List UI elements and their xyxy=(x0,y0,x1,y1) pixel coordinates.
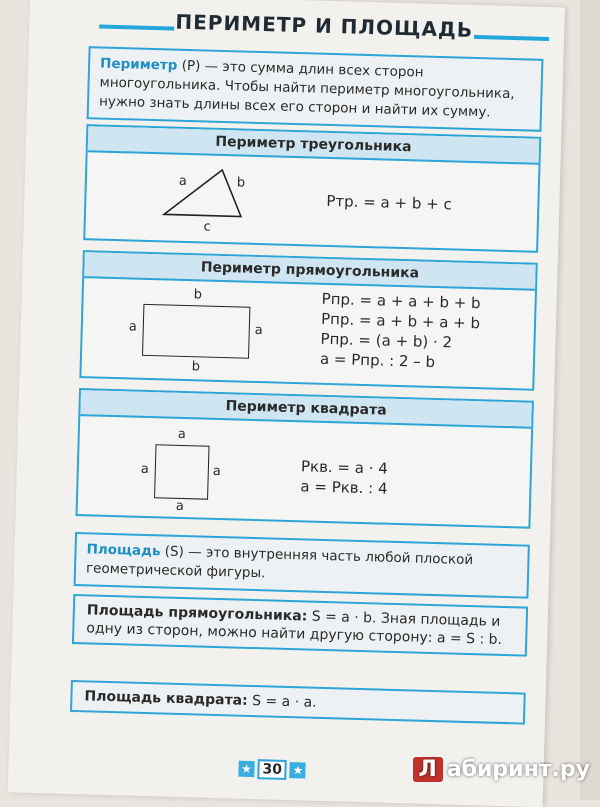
square-label-left: a xyxy=(140,461,150,478)
star-icon-left: ★ xyxy=(238,761,254,777)
square-title: Периметр квадрата xyxy=(80,390,532,429)
perimeter-text: (Р) — это сумма длин всех сторон многоугольника. Чтобы найти периметр многоугольника, нужно знать длины всех его сторон и найти их сумму. xyxy=(98,57,515,121)
rectangle-shape xyxy=(142,304,250,359)
rectangle-label-a-left: a xyxy=(128,319,137,335)
rectangle-formula-2: Pпр. = a + b + a + b xyxy=(320,309,481,333)
page-title: ПЕРИМЕТР И ПЛОЩАДЬ xyxy=(174,7,475,45)
square-area-box xyxy=(70,680,526,725)
rectangle-formulas xyxy=(320,289,481,373)
star-icon-right: ★ xyxy=(290,762,306,778)
triangle-label-b: b xyxy=(236,175,246,191)
rectangle-section xyxy=(79,250,537,391)
triangle-label-c: c xyxy=(203,219,211,235)
rectangle-formula-3: Pпр. = (a + b) · 2 xyxy=(320,329,453,352)
triangle-section xyxy=(83,124,541,253)
rectangle-title: Периметр прямоугольника xyxy=(84,252,536,291)
area-text: (S) — это внутренняя часть любой плоской геометрической фигуры. xyxy=(85,543,474,582)
rectangle-formula-4: a = Pпр. : 2 – b xyxy=(319,349,436,371)
page-number xyxy=(238,759,306,781)
watermark-text: абиринт.ру xyxy=(446,757,590,782)
rectangle-label-b-bottom: b xyxy=(191,359,201,375)
area-keyword: Площадь xyxy=(86,541,161,560)
labirint-watermark xyxy=(413,757,590,782)
square-label-bottom: a xyxy=(175,498,184,515)
square-shape xyxy=(154,444,209,499)
triangle-title: Периметр треугольника xyxy=(88,126,540,165)
rectangle-label-a-right: a xyxy=(254,322,263,339)
next-page-edge xyxy=(580,0,600,800)
rectangle-formula-1: Pпр. = a + a + b + b xyxy=(321,289,481,313)
rect-area-label: Площадь прямоугольника: xyxy=(86,602,308,625)
square-section xyxy=(76,388,534,529)
area-definition xyxy=(74,532,530,599)
square-area-label: Площадь квадрата: xyxy=(84,688,248,709)
page-header xyxy=(99,4,550,47)
triangle-figure xyxy=(156,162,258,225)
perimeter-keyword: Периметр xyxy=(99,55,178,74)
square-formula-2: a = Pкв. : 4 xyxy=(300,477,388,498)
triangle-formula xyxy=(326,191,452,214)
square-label-top: a xyxy=(177,426,187,443)
triangle-shape xyxy=(164,168,242,216)
square-area-text: S = a · a. xyxy=(247,692,317,711)
triangle-label-a: a xyxy=(178,173,188,189)
labirint-logo-icon: Л xyxy=(413,757,443,782)
square-label-right: a xyxy=(212,463,221,480)
rect-area-text: S = a · b. Зная площадь и одну из сторон, можно найти другую сторону: a = S : b. xyxy=(86,608,503,648)
book-page xyxy=(8,0,565,807)
rectangle-label-b-top: b xyxy=(193,287,203,303)
square-formulas xyxy=(300,456,388,498)
page-number-value: 30 xyxy=(257,759,287,780)
rectangle-area-box xyxy=(72,594,528,657)
perimeter-definition xyxy=(87,46,544,132)
square-formula-1: Pкв. = a · 4 xyxy=(300,457,389,478)
triangle-formula-line: Pтр. = a + b + c xyxy=(326,191,452,214)
